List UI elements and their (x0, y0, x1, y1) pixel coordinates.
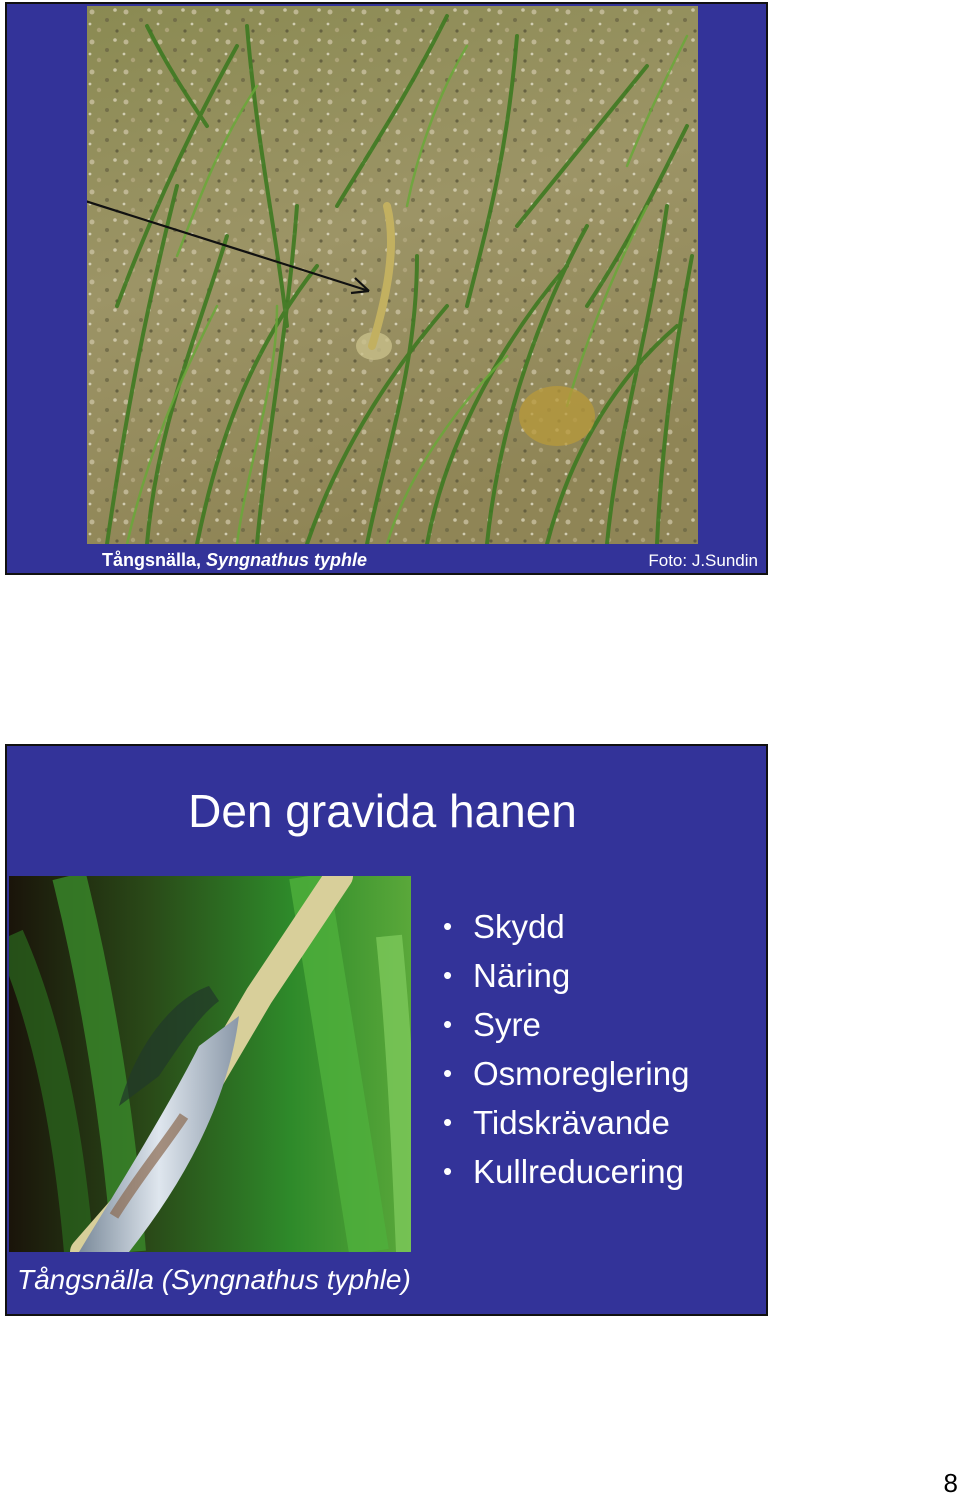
slide-pipefish-photo (5, 2, 768, 575)
slide-title: Den gravida hanen (188, 785, 577, 837)
photo-caption (102, 550, 367, 571)
seagrass-photo (87, 6, 698, 544)
bullet-item (443, 951, 689, 1000)
bullet-icon: • (443, 1107, 453, 1137)
bullet-label: Skydd (473, 908, 565, 945)
bullet-label: Osmoreglering (473, 1055, 690, 1092)
bullet-label: Kullreducering (473, 1153, 684, 1190)
bullet-icon: • (443, 960, 453, 990)
bullet-item (443, 1000, 689, 1049)
bullet-label: Tidskrävande (473, 1104, 670, 1141)
bullet-item (443, 902, 689, 951)
page-number: 8 (943, 1468, 958, 1498)
bullet-item (443, 1049, 689, 1098)
bullet-list (443, 902, 689, 1196)
bullet-icon: • (443, 1156, 453, 1186)
bullet-item (443, 1098, 689, 1147)
photo-credit: Foto: J.Sundin (648, 551, 758, 570)
pipefish-closeup-illustration (9, 876, 411, 1252)
bullet-icon: • (443, 1058, 453, 1088)
bullet-item (443, 1147, 689, 1196)
common-name: Tångsnälla, (102, 550, 202, 570)
bullet-icon: • (443, 1009, 453, 1039)
bullet-label: Näring (473, 957, 571, 994)
slide-pregnant-male (5, 744, 768, 1316)
photo-caption: Tångsnälla (Syngnathus typhle) (17, 1264, 411, 1295)
pipefish-closeup-photo (9, 876, 411, 1252)
bullet-icon: • (443, 911, 453, 941)
seagrass-photo-illustration (87, 6, 698, 544)
scientific-name: Syngnathus typhle (206, 550, 368, 570)
bullet-label: Syre (473, 1006, 541, 1043)
